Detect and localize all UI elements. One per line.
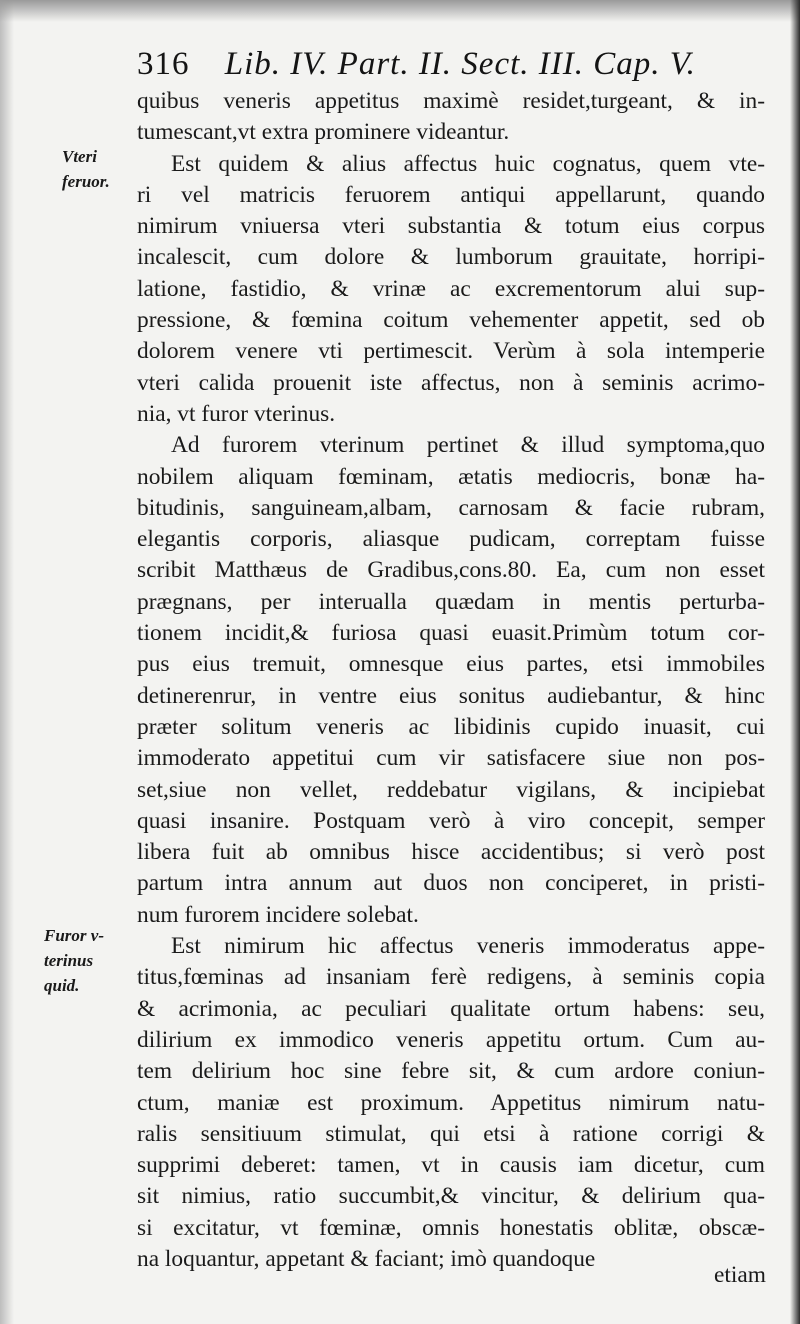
- text-line: & acrimonia, ac peculiari qualitate ortum habens: seu,: [137, 995, 765, 1022]
- text-line: nimirum vniuersa vteri substantia & totum eius corpus: [137, 213, 765, 240]
- text-line: prægnans, per interualla quædam in mentis perturba-: [137, 588, 765, 615]
- margin-note-line: Furor v-: [44, 926, 104, 945]
- text-line: libera fuit ab omnibus hisce accidentibus; si verò post: [137, 839, 765, 866]
- text-line: si excitatur, vt fœminæ, omnis honestatis oblitæ, obscæ-: [137, 1214, 765, 1241]
- margin-note-line: terinus: [44, 951, 94, 970]
- text-line: Ad furorem vterinum pertinet & illud symptoma,quo: [171, 432, 765, 459]
- margin-note-line: Vteri: [62, 147, 97, 166]
- text-line: præter solitum veneris ac libidinis cupido inuasit, cui: [137, 713, 765, 740]
- text-line: supprimi deberet: tamen, vt in causis iam dicetur, cum: [137, 1152, 765, 1179]
- text-line: titus,fœminas ad insaniam ferè redigens, à seminis copia: [137, 964, 765, 991]
- text-line: dolorem venere vti pertimescit. Verùm à sola intemperie: [137, 338, 765, 365]
- text-line: bitudinis, sanguineam,albam, carnosam & facie rubram,: [137, 494, 765, 521]
- text-line: partum intra annum aut duos non conciperet, in pristi-: [137, 870, 765, 897]
- text-line: detinerenrur, in ventre eius sonitus audiebantur, & hinc: [137, 682, 765, 709]
- text-line: Est quidem & alius affectus huic cognatus, quem vte-: [171, 150, 765, 177]
- margin-note-line: quid.: [44, 976, 80, 995]
- text-line: immoderato appetitui cum vir satisfacere siue non pos-: [137, 745, 765, 772]
- text-line: na loquantur, appetant & faciant; imò quandoque: [137, 1245, 596, 1272]
- text-line: dilirium ex immodico veneris appetitu ortum. Cum au-: [137, 1026, 765, 1053]
- text-line: scribit Matthæus de Gradibus,cons.80. Ea, cum non esset: [137, 557, 765, 584]
- text-line: tionem incidit,& furiosa quasi euasit.Primùm totum cor-: [137, 620, 765, 647]
- text-line: nia, vt furor vterinus.: [137, 400, 336, 427]
- text-line: num furorem incidere solebat.: [137, 901, 419, 928]
- text-line: set,siue non vellet, reddebatur vigilans, & incipiebat: [137, 776, 765, 803]
- text-line: ctum, maniæ est proximum. Appetitus nimirum natu-: [137, 1089, 765, 1116]
- catchword: etiam: [714, 1262, 766, 1288]
- text-line: tumescant,vt extra prominere videantur.: [137, 119, 510, 146]
- text-line: pressione, & fœmina coitum vehementer appetit, sed ob: [137, 307, 765, 334]
- text-line: sit nimius, ratio succumbit,& vincitur, & delirium qua-: [137, 1183, 765, 1210]
- text-line: ri vel matricis feruorem antiqui appellarunt, quando: [137, 181, 765, 208]
- text-line: incalescit, cum dolore & lumborum grauitate, horripi-: [137, 244, 765, 271]
- page-edge-stain: [0, 0, 800, 22]
- text-line: nobilem aliquam fœminam, ætatis mediocris, bonæ ha-: [137, 463, 765, 490]
- body-text: [137, 86, 765, 1275]
- text-line: ralis sensitiuum stimulat, qui etsi à ratione corrigi &: [137, 1120, 765, 1147]
- page-number: 316: [137, 46, 190, 82]
- text-line: quibus veneris appetitus maximè residet,turgeant, & in-: [137, 88, 765, 114]
- text-line: tem delirium hoc sine febre sit, & cum ardore coniun-: [137, 1058, 765, 1085]
- running-title: Lib. IV. Part. II. Sect. III. Cap. V.: [224, 46, 696, 82]
- margin-note-furor-vterinus: [44, 923, 104, 998]
- text-line: latione, fastidio, & vrinæ ac excrementorum alui sup-: [137, 275, 765, 302]
- margin-note-line: feruor.: [62, 172, 110, 191]
- text-line: vteri calida prouenit iste affectus, non à seminis acrimo-: [137, 369, 765, 396]
- text-line: pus eius tremuit, omnesque eius partes, etsi immobiles: [137, 651, 765, 678]
- text-line: Est nimirum hic affectus veneris immoderatus appe-: [171, 933, 765, 960]
- text-line: quasi insanire. Postquam verò à viro concepit, semper: [137, 807, 765, 834]
- text-line: elegantis corporis, aliasque pudicam, correptam fuisse: [137, 526, 765, 553]
- running-header: [137, 46, 696, 83]
- margin-note-vteri-feruor: [62, 144, 110, 194]
